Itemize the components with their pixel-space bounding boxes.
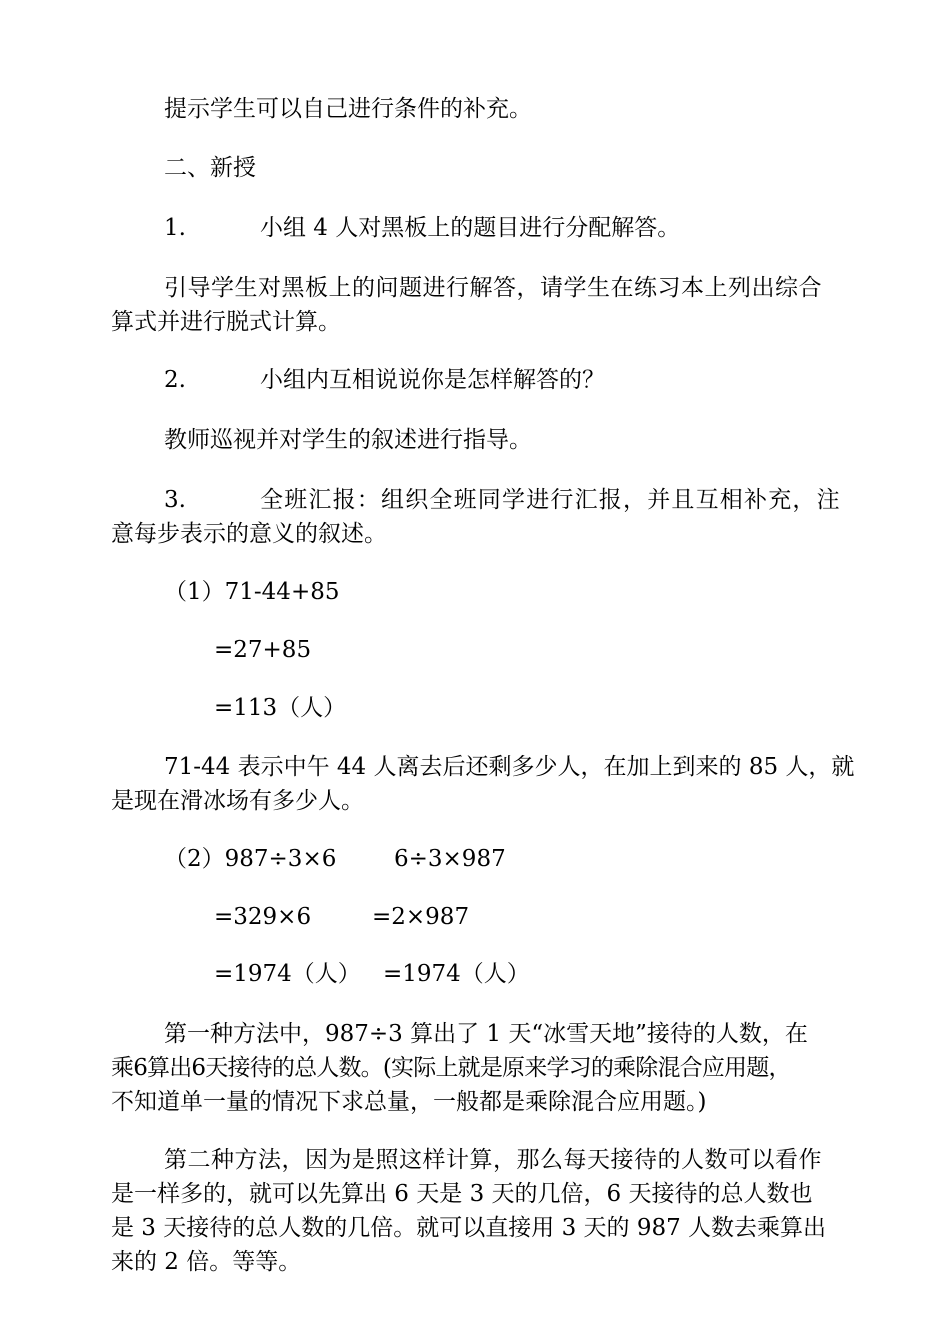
calc-1-line-3: =113（人） bbox=[214, 695, 347, 721]
paragraph-method-2-line-4: 来的 2 倍。等等。 bbox=[111, 1249, 302, 1275]
calc-2a-line-2: =329×6 bbox=[214, 904, 312, 930]
paragraph-method-1-line-3: 不知道单一量的情况下求总量，一般都是乘除混合应用题。) bbox=[111, 1089, 707, 1115]
paragraph-method-2-line-1: 第二种方法，因为是照这样计算，那么每天接待的人数可以看作 bbox=[164, 1147, 822, 1173]
calc-2a-line-1: （2）987÷3×6 bbox=[164, 846, 337, 872]
step-3-text-line-2: 意每步表示的意义的叙述。 bbox=[111, 521, 387, 547]
step-3-text-line-1: 全班汇报：组织全班同学进行汇报，并且互相补充，注 bbox=[260, 487, 841, 513]
paragraph-guide-line-1: 引导学生对黑板上的问题进行解答，请学生在练习本上列出综合 bbox=[164, 275, 822, 301]
calc-1-line-2: =27+85 bbox=[214, 637, 312, 663]
step-3-number: 3. bbox=[164, 487, 186, 513]
step-2-number: 2. bbox=[164, 367, 186, 393]
paragraph-method-2-line-3: 是 3 天接待的总人数的几倍。就可以直接用 3 天的 987 人数去乘算出 bbox=[111, 1215, 827, 1241]
paragraph-teacher: 教师巡视并对学生的叙述进行指导。 bbox=[164, 427, 532, 453]
paragraph-method-1-line-2: 乘6算出6天接待的总人数。(实际上就是原来学习的乘除混合应用题， bbox=[111, 1055, 791, 1081]
step-2-text: 小组内互相说说你是怎样解答的？ bbox=[260, 367, 605, 393]
calc-2b-line-3: =1974（人） bbox=[383, 961, 530, 987]
paragraph-method-1-line-1: 第一种方法中，987÷3 算出了 1 天“冰雪天地”接待的人数，在 bbox=[164, 1021, 808, 1047]
paragraph-guide-line-2: 算式并进行脱式计算。 bbox=[111, 309, 341, 335]
calc-1-line-1: （1）71-44+85 bbox=[164, 579, 340, 605]
paragraph-method-2-line-2: 是一样多的，就可以先算出 6 天是 3 天的几倍，6 天接待的总人数也 bbox=[111, 1181, 813, 1207]
step-1-number: 1. bbox=[164, 215, 186, 241]
step-1-text: 小组 4 人对黑板上的题目进行分配解答。 bbox=[260, 215, 681, 241]
calc-2b-line-1: 6÷3×987 bbox=[394, 846, 506, 872]
calc-2a-line-3: =1974（人） bbox=[214, 961, 361, 987]
paragraph-explain-1-line-2: 是现在滑冰场有多少人。 bbox=[111, 788, 364, 814]
paragraph-hint: 提示学生可以自己进行条件的补充。 bbox=[164, 96, 532, 122]
section-heading: 二、新授 bbox=[164, 155, 256, 181]
calc-2b-line-2: =2×987 bbox=[372, 904, 470, 930]
paragraph-explain-1-line-1: 71-44 表示中午 44 人离去后还剩多少人，在加上到来的 85 人，就 bbox=[164, 754, 855, 780]
